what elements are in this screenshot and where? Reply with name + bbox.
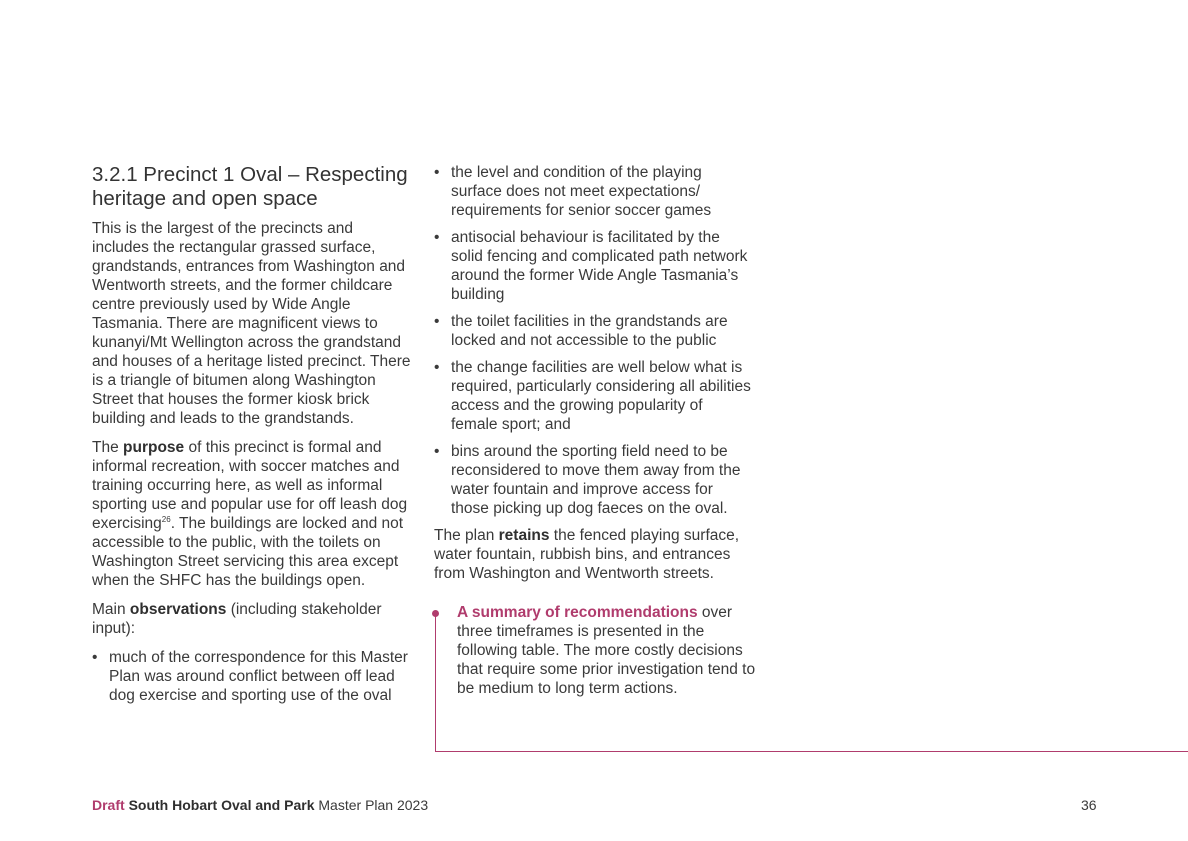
observations-prefix: Main	[92, 601, 130, 618]
list-item-text: the level and condition of the playing surface does not meet expectations/ requirements for senior soccer games	[451, 164, 712, 219]
footer	[92, 797, 428, 813]
retains-bold: retains	[498, 527, 550, 544]
list-item	[92, 648, 412, 705]
summary-text: over three timeframes is presented in the following table. The more costly decisions that require some prior investigation tend to be medium to long term actions.	[457, 604, 756, 697]
summary-callout-text	[457, 603, 757, 698]
purpose-prefix: The	[92, 439, 124, 456]
footer-draft: Draft	[92, 797, 125, 813]
list-item	[434, 442, 752, 518]
bullet-icon: •	[434, 359, 440, 376]
intro-paragraph: This is the largest of the precincts and includes the rectangular grassed surface, grandstands, entrances from Washington and Wentworth streets, and the former childcare centre previously used by Wide Angle Tasmania. There are magnificent views to kunanyi/Mt Wellington across the grandstand and houses of a heritage listed precinct. There is a triangle of bitumen along Washington Street that houses the former kiosk brick building and leads to the grandstands.	[92, 220, 411, 427]
callout-dot-icon	[432, 610, 439, 617]
observations-suffix: (including stakeholder input):	[92, 601, 382, 637]
list-item	[434, 228, 752, 304]
purpose-paragraph	[92, 438, 412, 590]
observations-list-part2	[434, 163, 752, 518]
list-item	[434, 163, 752, 220]
bullet-icon: •	[434, 443, 440, 460]
footnote-ref: 26	[161, 515, 171, 524]
observations-intro	[92, 600, 412, 638]
left-column	[92, 163, 412, 713]
purpose-text: of this precinct is formal and informal recreation, with soccer matches and training occurring here, as well as informal sporting use and popular use for off leash dog exercising	[92, 439, 408, 532]
list-item-text: much of the correspondence for this Master Plan was around conflict between off lead dog exercise and sporting use of the oval	[109, 649, 408, 704]
list-item-text: antisocial behaviour is facilitated by the solid fencing and complicated path network around the former Wide Angle Tasmania’s building	[451, 229, 748, 303]
list-item-text: bins around the sporting field need to be reconsidered to move them away from the water fountain and improve access for those picking up dog faeces on the oval.	[451, 443, 741, 517]
footer-suffix: Master Plan 2023	[314, 797, 429, 813]
bullet-icon: •	[434, 313, 440, 330]
retains-prefix: The plan	[434, 527, 499, 544]
list-item-text: the toilet facilities in the grandstands are locked and not accessible to the public	[451, 313, 728, 349]
right-column	[434, 163, 752, 593]
observations-list-part1	[92, 648, 412, 705]
list-item-text: the change facilities are well below what is required, particularly considering all abilities access and the growing popularity of female sport; and	[451, 359, 751, 433]
purpose-bold: purpose	[123, 439, 185, 456]
retains-suffix: the fenced playing surface, water fountain, rubbish bins, and entrances from Washington and Wentworth streets.	[434, 527, 740, 582]
footer-document-name: South Hobart Oval and Park	[128, 797, 315, 813]
observations-bold: observations	[129, 601, 227, 618]
bullet-icon: •	[434, 164, 440, 181]
bullet-icon: •	[92, 649, 98, 666]
list-item	[434, 312, 752, 350]
section-heading: 3.2.1 Precinct 1 Oval – Respecting heritage and open space	[92, 163, 408, 210]
purpose-text-cont: . The buildings are locked and not accessible to the public, with the toilets on Washington Street servicing this area except when the SHFC has the buildings open.	[92, 515, 404, 589]
page-number: 36	[1081, 797, 1097, 813]
list-item	[434, 358, 752, 434]
summary-accent: A summary of recommendations	[457, 604, 698, 621]
bullet-icon: •	[434, 229, 440, 246]
retains-paragraph	[434, 526, 752, 583]
